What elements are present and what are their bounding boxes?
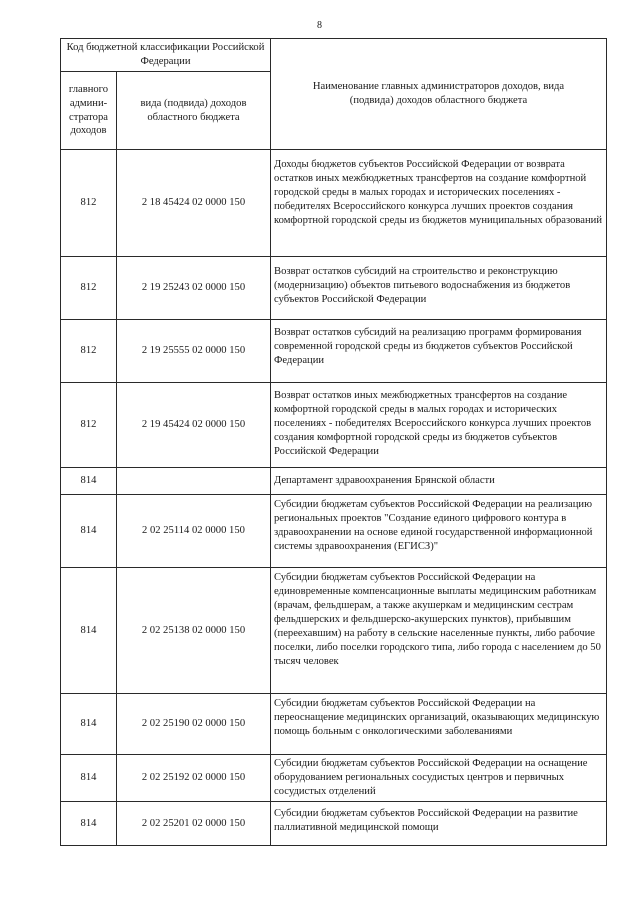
- income-name: Субсидии бюджетам субъектов Российской Федерации на развитие паллиативной медицинской помощи: [271, 802, 607, 846]
- income-name: Субсидии бюджетам субъектов Российской Федерации на переоснащение медицинских организаций, оказывающих медицинскую помощь больным с онкологическими заболеваниями: [271, 694, 607, 755]
- department-name: Департамент здравоохранения Брянской области: [271, 468, 607, 495]
- income-name: Возврат остатков иных межбюджетных трансфертов на создание комфортной городской среды в малых городах и исторических поселениях - победителях Всероссийского конкурса лучших проектов создания комфортной городской среды из бюджетов субъектов Российской Федерации: [271, 383, 607, 468]
- income-name: Субсидии бюджетам субъектов Российской Федерации на оснащение оборудованием региональных сосудистых центров и первичных сосудистых отделений: [271, 755, 607, 802]
- admin-code: 812: [61, 257, 117, 320]
- admin-code: 814: [61, 755, 117, 802]
- budget-classification-table: [60, 38, 607, 846]
- income-code: 2 19 25243 02 0000 150: [117, 257, 271, 320]
- header-name-column: Наименование главных администраторов доходов, вида (подвида) доходов областного бюджета: [271, 39, 607, 150]
- income-code: 2 02 25192 02 0000 150: [117, 755, 271, 802]
- income-name: Субсидии бюджетам субъектов Российской Федерации на единовременные компенсационные выплаты медицинским работникам (врачам, фельдшерам, а также акушеркам и медицинским сестрам фельдшерских и фельдшерско-акушерских пунктов), прибывшим (переехавшим) на работу в сельские населенные пункты, либо рабочие поселки, либо поселки городского типа, либо города с населением до 50 тысяч человек: [271, 568, 607, 694]
- table-row: [61, 568, 607, 694]
- table-row: [61, 320, 607, 383]
- income-code: [117, 468, 271, 495]
- admin-code: 814: [61, 802, 117, 846]
- table-row: [61, 495, 607, 568]
- income-code: 2 02 25114 02 0000 150: [117, 495, 271, 568]
- admin-code: 812: [61, 383, 117, 468]
- income-code: 2 19 45424 02 0000 150: [117, 383, 271, 468]
- admin-code: 814: [61, 694, 117, 755]
- table-row: [61, 150, 607, 257]
- table-row: [61, 694, 607, 755]
- admin-code: 812: [61, 320, 117, 383]
- admin-code: 814: [61, 495, 117, 568]
- page-number: 8: [317, 20, 322, 31]
- income-name: Субсидии бюджетам субъектов Российской Федерации на реализацию региональных проектов "Создание единого цифрового контура в здравоохранении на основе единой государственной информационной системы здравоохранения (ЕГИСЗ)": [271, 495, 607, 568]
- table-row: [61, 383, 607, 468]
- income-code: 2 02 25201 02 0000 150: [117, 802, 271, 846]
- income-code: 2 18 45424 02 0000 150: [117, 150, 271, 257]
- admin-code: 812: [61, 150, 117, 257]
- header-admin-column: главного админи-стратора доходов: [61, 72, 117, 150]
- admin-code: 814: [61, 568, 117, 694]
- income-name: Доходы бюджетов субъектов Российской Федерации от возврата остатков иных межбюджетных трансфертов на создание комфортной городской среды в малых городах и исторических поселениях - победителях Всероссийского конкурса лучших проектов создания комфортной городской среды из бюджетов муниципальных образований: [271, 150, 607, 257]
- table-row-department: [61, 468, 607, 495]
- income-code: 2 19 25555 02 0000 150: [117, 320, 271, 383]
- header-kind-column: вида (подвида) доходов областного бюджета: [117, 72, 271, 150]
- table-row: [61, 257, 607, 320]
- income-name: Возврат остатков субсидий на реализацию программ формирования современной городской среды из бюджетов субъектов Российской Федерации: [271, 320, 607, 383]
- admin-code: 814: [61, 468, 117, 495]
- table-row: [61, 755, 607, 802]
- header-classification-code: Код бюджетной классификации Российской Федерации: [61, 39, 271, 72]
- income-code: 2 02 25138 02 0000 150: [117, 568, 271, 694]
- table-row: [61, 802, 607, 846]
- income-name: Возврат остатков субсидий на строительство и реконструкцию (модернизацию) объектов питьевого водоснабжения из бюджетов субъектов Российской Федерации: [271, 257, 607, 320]
- income-code: 2 02 25190 02 0000 150: [117, 694, 271, 755]
